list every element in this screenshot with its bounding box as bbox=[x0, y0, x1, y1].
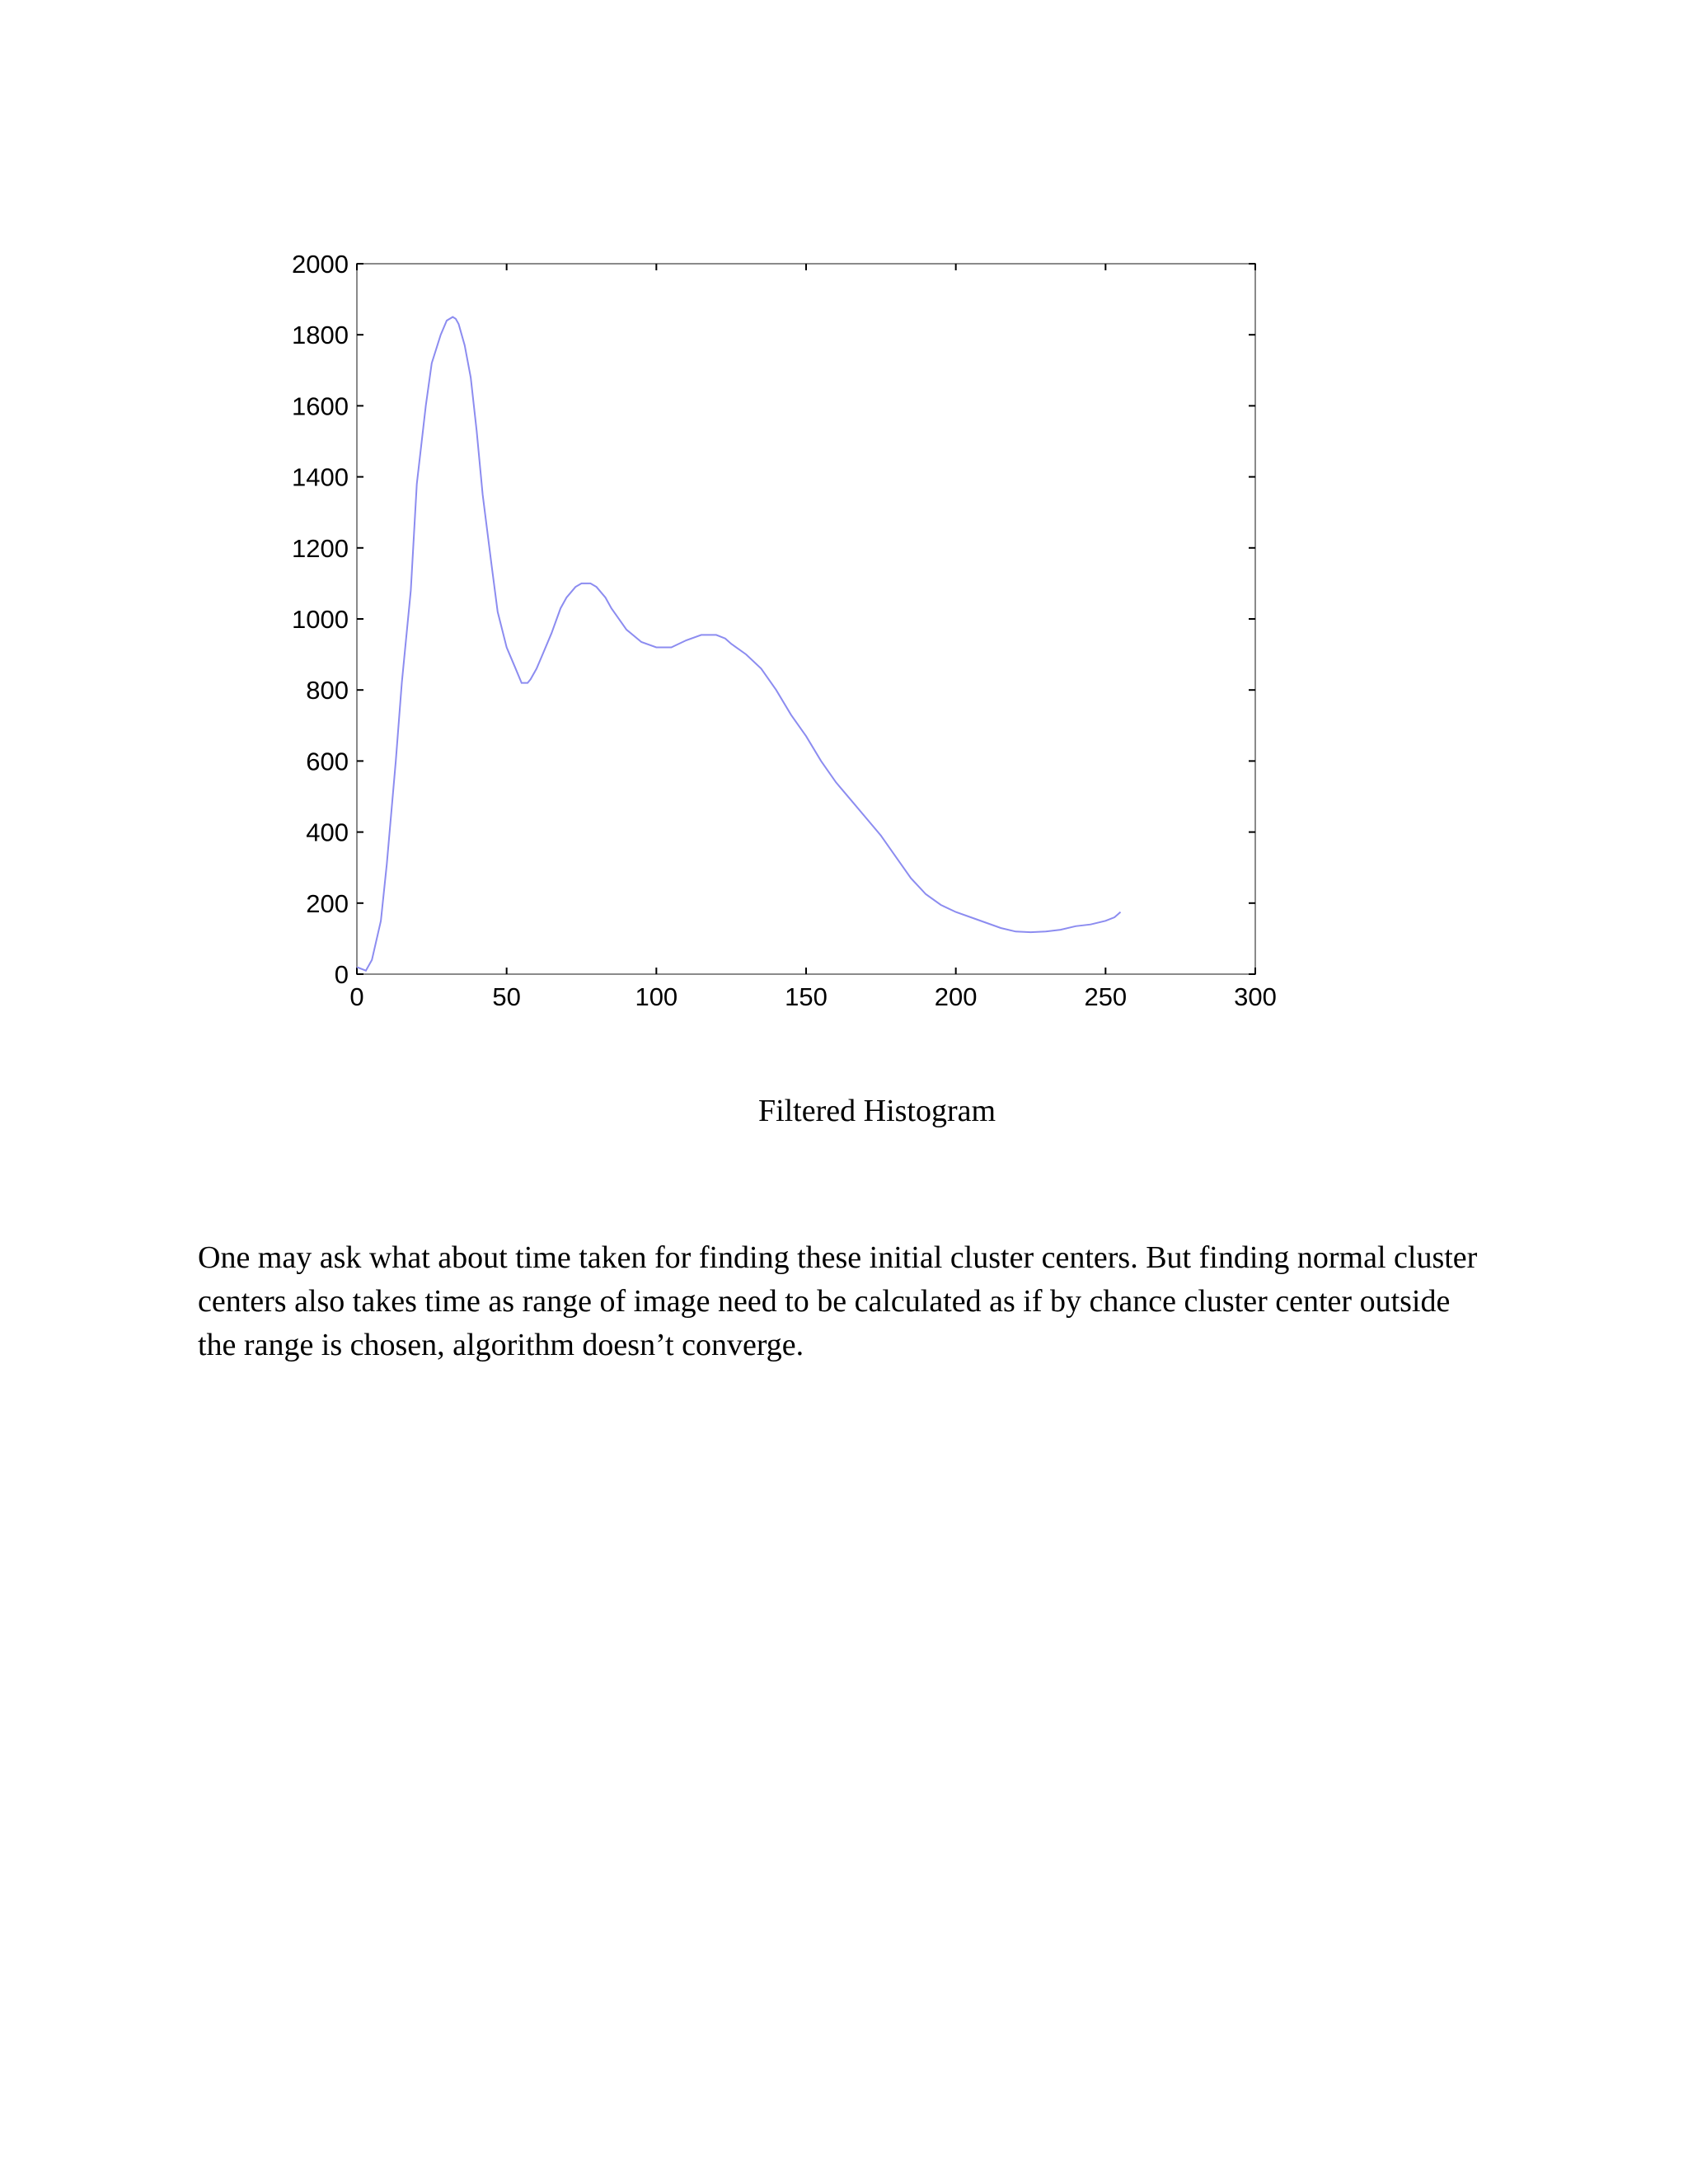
y-tick-label: 800 bbox=[306, 676, 349, 705]
x-tick-label: 100 bbox=[635, 982, 678, 1011]
y-tick-label: 1400 bbox=[292, 462, 349, 492]
body-paragraph: One may ask what about time taken for finding these initial cluster centers. But finding normal cluster centers also takes time as range of image need to be calculated as if by chance cluster center outside the range is chosen, algorithm doesn’t converge. bbox=[198, 1240, 1478, 1362]
y-tick-label: 1800 bbox=[292, 321, 349, 350]
x-tick-label: 200 bbox=[934, 982, 978, 1011]
y-tick-label: 1200 bbox=[292, 533, 349, 563]
x-tick-label: 300 bbox=[1234, 982, 1277, 1011]
y-axis-ticks bbox=[292, 250, 1255, 989]
histogram-chart bbox=[0, 0, 1688, 1071]
y-tick-label: 600 bbox=[306, 747, 349, 776]
y-tick-label: 2000 bbox=[292, 250, 349, 279]
x-tick-label: 50 bbox=[492, 982, 521, 1011]
y-tick-label: 0 bbox=[334, 960, 349, 989]
x-tick-label: 250 bbox=[1084, 982, 1128, 1011]
y-tick-label: 200 bbox=[306, 888, 349, 918]
figure-caption: Filtered Histogram bbox=[757, 1094, 996, 1128]
x-axis-ticks bbox=[349, 264, 1276, 1011]
y-tick-label: 400 bbox=[306, 818, 349, 847]
plot-area-frame bbox=[357, 264, 1255, 974]
y-tick-label: 1000 bbox=[292, 605, 349, 634]
x-tick-label: 150 bbox=[785, 982, 828, 1011]
histogram-line bbox=[357, 317, 1121, 971]
x-tick-label: 0 bbox=[349, 982, 364, 1011]
y-tick-label: 1600 bbox=[292, 391, 349, 421]
